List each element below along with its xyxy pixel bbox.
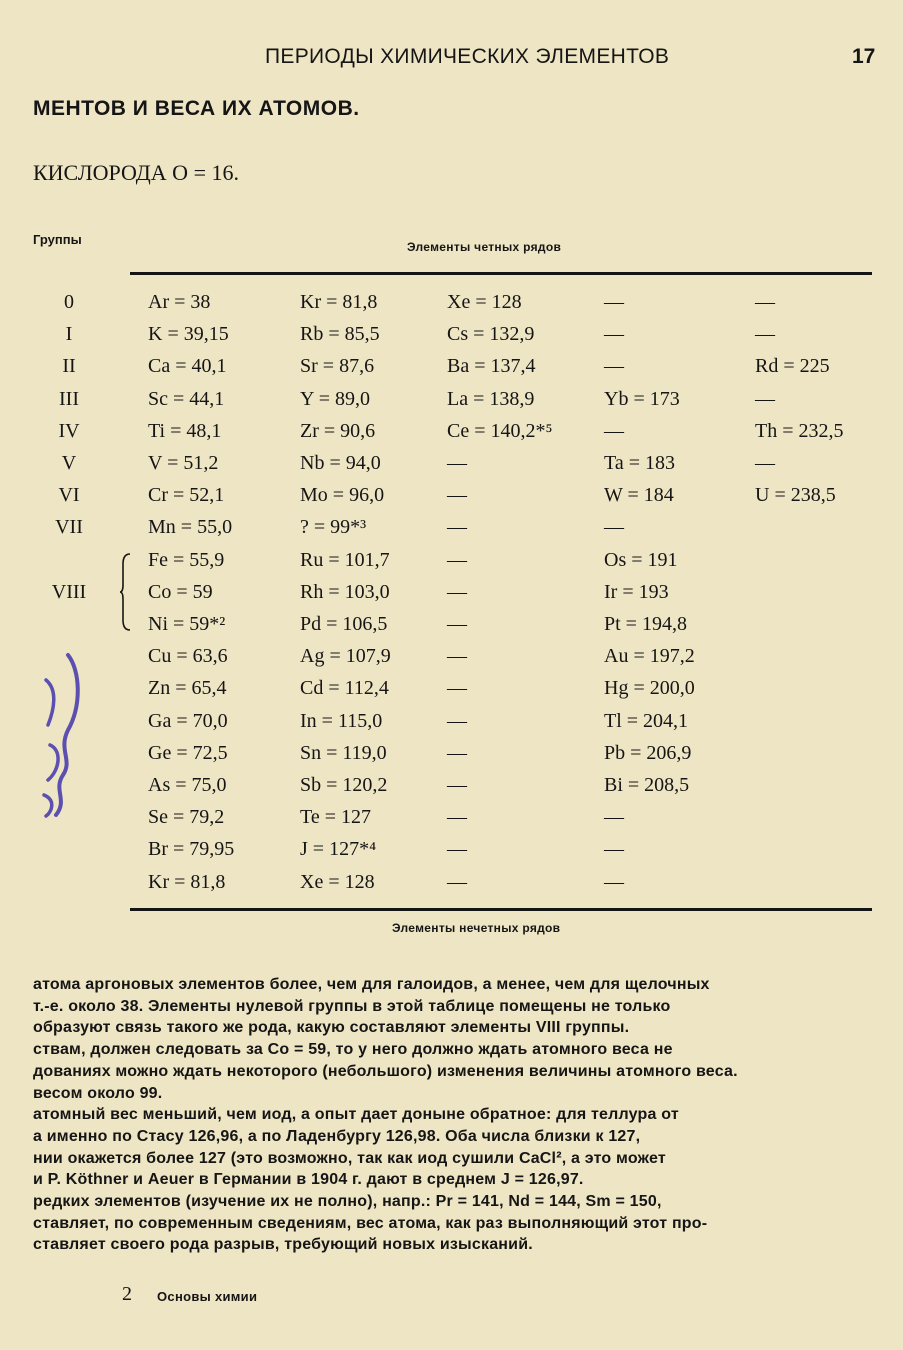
- element-cell: In = 115,0: [300, 709, 383, 732]
- element-cell: Rh = 103,0: [300, 580, 390, 603]
- running-title: ПЕРИОДЫ ХИМИЧЕСКИХ ЭЛЕМЕНТОВ: [265, 45, 670, 68]
- element-cell: —: [447, 452, 467, 474]
- footnote-line: ствам, должен следовать за Co = 59, то у него должно ждать атомного веса не: [33, 1041, 673, 1059]
- section-heading: МЕНТОВ И ВЕСА ИХ АТОМОВ.: [33, 97, 360, 120]
- element-cell: Hg = 200,0: [604, 677, 695, 700]
- footnote-line: атома аргоновых элементов более, чем для галоидов, а менее, чем для щелочных: [33, 976, 710, 993]
- table-top-rule: [130, 272, 872, 275]
- element-cell: Zr = 90,6: [300, 419, 376, 442]
- element-cell: —: [447, 774, 467, 796]
- table-row: [0, 641, 903, 673]
- element-cell: —: [447, 645, 467, 668]
- element-cell: —: [447, 613, 467, 635]
- element-cell: Te = 127: [300, 806, 371, 829]
- element-cell: J = 127*⁴: [300, 838, 377, 861]
- element-cell: —: [604, 291, 624, 313]
- element-cell: Xe = 128: [447, 291, 522, 313]
- element-cell: —: [604, 419, 624, 442]
- element-cell: —: [604, 838, 624, 861]
- element-cell: Cu = 63,6: [148, 645, 228, 668]
- element-cell: Sb = 120,2: [300, 774, 388, 796]
- table-row: [0, 287, 903, 319]
- element-cell: Xe = 128: [300, 870, 375, 893]
- table-row: [0, 351, 903, 383]
- element-cell: Au = 197,2: [604, 645, 695, 668]
- table-row: [0, 834, 903, 866]
- element-cell: Kr = 81,8: [148, 870, 226, 893]
- footnote-line: дованиях можно ждать некоторого (небольшого) изменения величины атомного веса.: [33, 1062, 738, 1080]
- footnote-line: т.-е. около 38. Элементы нулевой группы в этой таблице помещены не только: [33, 997, 671, 1015]
- element-cell: —: [447, 580, 467, 603]
- element-cell: —: [447, 806, 467, 829]
- element-cell: —: [447, 516, 467, 539]
- element-cell: Cd = 112,4: [300, 677, 389, 700]
- table-row: [0, 480, 903, 512]
- element-cell: Rd = 225: [755, 355, 830, 378]
- element-cell: Zn = 65,4: [148, 677, 227, 700]
- table-row: [0, 673, 903, 705]
- element-cell: Ir = 193: [604, 580, 669, 603]
- footnote-line: нии окажется более 127 (это возможно, так как иод сушили CaCl², а это может: [33, 1149, 666, 1167]
- table-row: [0, 802, 903, 834]
- element-cell: —: [604, 323, 624, 346]
- element-cell: La = 138,9: [447, 387, 535, 410]
- element-cell: —: [447, 484, 467, 507]
- element-cell: Ta = 183: [604, 452, 675, 474]
- element-cell: ? = 99*³: [300, 516, 367, 539]
- table-row: [0, 384, 903, 416]
- signature-title: Основы химии: [157, 1289, 258, 1304]
- element-cell: W = 184: [604, 484, 674, 507]
- element-cell: Rb = 85,5: [300, 323, 380, 346]
- element-cell: U = 238,5: [755, 484, 836, 507]
- table-row: [0, 577, 903, 609]
- element-cell: Ce = 140,2*⁵: [447, 419, 553, 442]
- table-row: [0, 512, 903, 544]
- section-subheading: КИСЛОРОДА O = 16.: [33, 160, 239, 185]
- groups-column-label: Группы: [33, 232, 82, 247]
- group-cell: 0: [64, 291, 74, 313]
- element-cell: Ag = 107,9: [300, 645, 391, 668]
- signature-number: 2: [122, 1283, 132, 1305]
- element-cell: Pd = 106,5: [300, 613, 388, 635]
- element-cell: —: [604, 806, 624, 829]
- table-row: [0, 867, 903, 899]
- footnote-line: а именно по Стасу 126,96, а по Ладенбургу 126,98. Оба числа близки к 127,: [33, 1127, 641, 1145]
- element-cell: —: [604, 516, 624, 539]
- element-cell: Y = 89,0: [300, 387, 370, 410]
- element-cell: Kr = 81,8: [300, 291, 378, 313]
- element-cell: Mn = 55,0: [148, 516, 233, 539]
- element-cell: Bi = 208,5: [604, 774, 690, 796]
- group-cell: VII: [55, 516, 83, 539]
- footnote-line: и P. Köthner и Aeuer в Германии в 1904 г. дают в среднем J = 126,97.: [33, 1171, 584, 1189]
- table-row: [0, 738, 903, 770]
- element-cell: —: [755, 452, 775, 474]
- element-cell: Ga = 70,0: [148, 709, 228, 732]
- element-cell: Co = 59: [148, 580, 213, 603]
- table-row: [0, 448, 903, 480]
- element-cell: Ar = 38: [148, 291, 211, 313]
- element-cell: Yb = 173: [604, 387, 680, 410]
- element-cell: Ni = 59*²: [148, 613, 226, 635]
- element-cell: —: [447, 709, 467, 732]
- table-row: [0, 609, 903, 641]
- element-cell: —: [447, 741, 467, 764]
- element-cell: Sr = 87,6: [300, 355, 375, 378]
- element-cell: V = 51,2: [148, 452, 219, 474]
- element-cell: —: [447, 677, 467, 700]
- element-cell: Mo = 96,0: [300, 484, 385, 507]
- handwritten-marginal-stamp: [38, 650, 88, 820]
- element-cell: Pt = 194,8: [604, 613, 687, 635]
- element-cell: Th = 232,5: [755, 419, 844, 442]
- element-cell: Ge = 72,5: [148, 741, 228, 764]
- element-cell: Se = 79,2: [148, 806, 225, 829]
- element-cell: Tl = 204,1: [604, 709, 689, 732]
- footnote-line: редких элементов (изучение их не полно), напр.: Pr = 141, Nd = 144, Sm = 150,: [33, 1193, 662, 1210]
- table-row: [0, 706, 903, 738]
- footnote-line: образуют связь такого же рода, какую составляют элементы VIII группы.: [33, 1019, 630, 1037]
- table-row: [0, 545, 903, 577]
- element-cell: Pb = 206,9: [604, 741, 692, 764]
- footnote-line: атомный вес меньший, чем иод, а опыт дает доныне обратное: для теллура от: [33, 1106, 679, 1124]
- group-cell: II: [62, 355, 76, 378]
- element-cell: Sn = 119,0: [300, 741, 387, 764]
- element-cell: —: [604, 355, 624, 378]
- group-cell: III: [59, 387, 79, 410]
- element-cell: —: [604, 870, 624, 893]
- table-row: [0, 770, 903, 802]
- group-cell: VIII: [51, 580, 87, 603]
- element-cell: Ca = 40,1: [148, 355, 227, 378]
- even-rows-caption: Элементы четных рядов: [407, 240, 562, 254]
- odd-rows-caption: Элементы нечетных рядов: [392, 921, 561, 935]
- element-cell: —: [755, 323, 775, 346]
- element-cell: Br = 79,95: [148, 838, 235, 861]
- group-cell: VI: [58, 484, 80, 507]
- group-cell: I: [65, 323, 73, 346]
- element-cell: Fe = 55,9: [148, 548, 225, 571]
- group-cell: IV: [58, 419, 80, 442]
- element-cell: —: [447, 838, 467, 861]
- element-cell: As = 75,0: [148, 774, 227, 796]
- element-cell: K = 39,15: [148, 323, 229, 346]
- table-bottom-rule: [130, 908, 872, 911]
- element-cell: Os = 191: [604, 548, 678, 571]
- element-cell: Ba = 137,4: [447, 355, 536, 378]
- element-cell: —: [755, 387, 775, 410]
- element-cell: Ti = 48,1: [148, 419, 222, 442]
- footnote-line: ставляет своего рода разрыв, требующий новых изысканий.: [33, 1236, 533, 1254]
- page-number: 17: [852, 45, 876, 68]
- footnote-line: ставляет, по современным сведениям, вес атома, как раз выполняющий этот про-: [33, 1214, 708, 1232]
- footnote-line: весом около 99.: [33, 1084, 163, 1102]
- element-cell: —: [447, 548, 467, 571]
- group-viii-brace: [119, 552, 132, 632]
- table-row: [0, 319, 903, 351]
- table-row: [0, 416, 903, 448]
- element-cell: Cr = 52,1: [148, 484, 225, 507]
- group-cell: V: [61, 452, 77, 474]
- element-cell: —: [755, 291, 775, 313]
- element-cell: Cs = 132,9: [447, 323, 535, 346]
- element-cell: Nb = 94,0: [300, 452, 381, 474]
- element-cell: Ru = 101,7: [300, 548, 390, 571]
- element-cell: —: [447, 870, 467, 893]
- element-cell: Sc = 44,1: [148, 387, 225, 410]
